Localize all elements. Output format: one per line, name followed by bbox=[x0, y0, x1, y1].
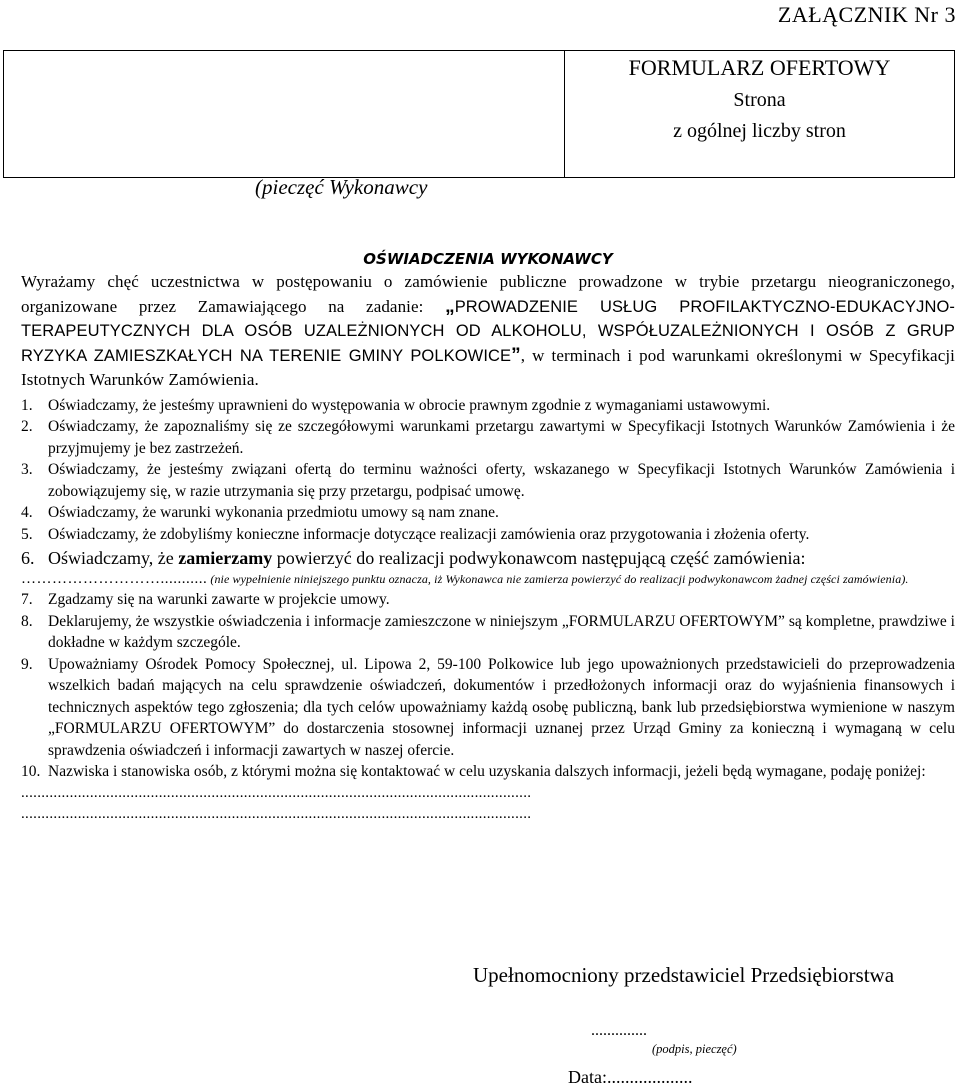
statement-title: OŚWIADCZENIA WYKONAWCY bbox=[363, 250, 613, 268]
intro-text: Wyrażamy chęć uczestnictwa w postępowaniu o zamówienie publiczne prowadzone w trybie przetargu nieograniczonego, organizowane przez Zamawiającego na zadanie: bbox=[21, 272, 955, 316]
signature-line[interactable]: .............. bbox=[591, 1022, 647, 1039]
statement-list bbox=[21, 395, 955, 825]
item-number: 10. bbox=[21, 763, 41, 781]
item-number: 2. bbox=[21, 418, 33, 436]
item-number: 6. bbox=[21, 548, 35, 569]
subcontract-fill-line[interactable]: ………………………........... bbox=[21, 571, 208, 588]
list-item bbox=[21, 546, 955, 570]
item-number: 7. bbox=[21, 591, 33, 609]
task-name: PROWADZENIE USŁUG PROFILAKTYCZNO-EDUKACYJNO-TERAPEUTYCZNYCH DLA OSÓB UZALEŻNIONYCH OD ALKOHOLU, WSPÓŁUZALEŻNIONYCH I OSÓB Z GRUP RYZYKA ZAMIESZKAŁYCH NA TERENIE GMINY POLKOWICE bbox=[21, 297, 956, 365]
item-text: Nazwiska i stanowiska osób, z którymi można się kontaktować w celu uzyskania dalszych informacji, jeżeli będą wymagane, podaję poniżej: bbox=[48, 763, 926, 781]
item-text-bold: zamierzamy bbox=[178, 548, 273, 569]
item-text: Oświadczamy, że zdobyliśmy konieczne informacje dotyczące realizacji zamówienia oraz przygotowania i złożenia oferty. bbox=[48, 525, 810, 543]
signature-label: (podpis, pieczęć) bbox=[652, 1042, 737, 1056]
quote-open: „ bbox=[445, 295, 455, 317]
intro-paragraph bbox=[21, 270, 955, 393]
item-text: powierzyć do realizacji podwykonawcom następującą część zamówienia: bbox=[272, 548, 806, 569]
list-item bbox=[21, 761, 955, 783]
contact-fill-line[interactable]: .............................................................................................................................. bbox=[21, 805, 532, 822]
item-text: Zgadzamy się na warunki zawarte w projekcie umowy. bbox=[48, 591, 390, 609]
document-body bbox=[21, 249, 955, 825]
stamp-label: (pieczęć Wykonawcy bbox=[255, 175, 428, 199]
intro-text-end: , w terminach i pod warunkami określonymi w Specyfikacji Istotnych Warunków Zamówienia. bbox=[21, 345, 955, 390]
representative-title: Upełnomocniony przedstawiciel Przedsiębiorstwa bbox=[473, 963, 895, 987]
item-number: 3. bbox=[21, 461, 33, 479]
item-text: Oświadczamy, że bbox=[48, 548, 179, 569]
item-number: 1. bbox=[21, 396, 33, 414]
item-text: Oświadczamy, że warunki wykonania przedmiotu umowy są nam znane. bbox=[48, 504, 499, 522]
item-number: 8. bbox=[21, 612, 33, 630]
page-label: Strona bbox=[733, 89, 786, 111]
item-text: Upoważniamy Ośrodek Pomocy Społecznej, ul. Lipowa 2, 59-100 Polkowice lub jego upoważnionych przedstawicieli do przeprowadzenia wszelkich badań mających na celu sprawdzenie oświadczeń, dokumentów i przedłożonych informacji oraz do wyjaśnienia finansowych i technicznych aspektów tego zgłoszenia; dla tych celów upoważniamy każdą osobę publiczną, bank lub przedsiębiorstwa wymienione w naszym „FORMULARZU OFERTOWYM” do dostarczenia stosownej informacji uznanej przez Urząd Gminy za konieczną i wymaganą w celu sprawdzenia oświadczeń i informacji zawartych w naszej ofercie. bbox=[48, 655, 955, 759]
total-pages-label: z ogólnej liczby stron bbox=[673, 120, 846, 142]
attachment-label: ZAŁĄCZNIK Nr 3 bbox=[777, 2, 956, 27]
list-item bbox=[21, 654, 955, 762]
list-item bbox=[21, 524, 955, 546]
contact-fill-line[interactable]: .............................................................................................................................. bbox=[21, 784, 532, 801]
subcontract-note bbox=[21, 570, 955, 589]
item-number: 5. bbox=[21, 525, 33, 543]
list-item bbox=[21, 589, 955, 611]
form-title: FORMULARZ OFERTOWY bbox=[628, 55, 891, 80]
form-info-cell bbox=[565, 51, 955, 178]
date-field[interactable]: Data:................... bbox=[568, 1067, 693, 1087]
header-box bbox=[3, 50, 955, 178]
item-text: Oświadczamy, że jesteśmy związani ofertą do terminu ważności oferty, wskazanego w Specyfikacji Istotnych Warunków Zamówienia i zobowiązujemy się, w razie utrzymania się przy przetargu, podpisać umowę. bbox=[48, 461, 955, 500]
list-item bbox=[21, 459, 955, 502]
list-item bbox=[21, 611, 955, 654]
list-item bbox=[21, 416, 955, 459]
list-item bbox=[21, 395, 955, 417]
list-item bbox=[21, 502, 955, 524]
item-number: 4. bbox=[21, 504, 33, 522]
item-text: Deklarujemy, że wszystkie oświadczenia i informacje zamieszczone w niniejszym „FORMULARZU OFERTOWYM” są kompletne, prawdziwe i dokładne w każdym szczególe. bbox=[48, 612, 955, 652]
stamp-area bbox=[4, 51, 565, 178]
item-number: 9. bbox=[21, 655, 33, 673]
subcontract-note-text: (nie wypełnienie niniejszego punktu oznacza, iż Wykonawca nie zamierza powierzyć do realizacji podwykonawcom żadnej części zamówienia). bbox=[207, 572, 909, 587]
item-text: Oświadczamy, że jesteśmy uprawnieni do występowania w obrocie prawnym zgodnie z wymaganiami ustawowymi. bbox=[48, 396, 771, 414]
quote-close: ” bbox=[511, 344, 521, 366]
item-text: Oświadczamy, że zapoznaliśmy się ze szczegółowymi warunkami przetargu zawartymi w Specyfikacji Istotnych Warunków Zamówienia i że przyjmujemy je bez zastrzeżeń. bbox=[48, 418, 955, 457]
